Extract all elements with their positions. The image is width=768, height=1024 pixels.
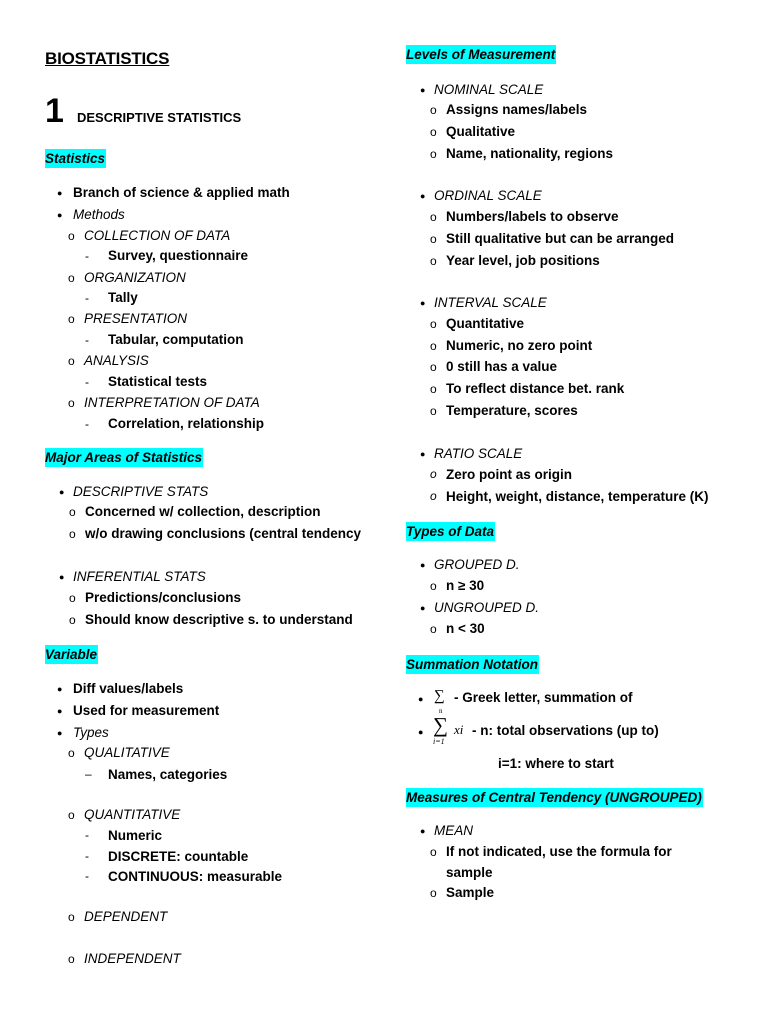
circle-bullet-icon: o — [68, 396, 75, 410]
circle-bullet-icon: o — [430, 232, 437, 246]
circle-bullet-icon: o — [430, 125, 437, 139]
list-item: - n: total observations (up to) — [472, 723, 659, 738]
list-item: RATIO SCALE — [434, 446, 523, 461]
circle-bullet-icon: o — [430, 103, 437, 117]
circle-bullet-icon: o — [430, 886, 437, 900]
list-item: Diff values/labels — [73, 681, 184, 696]
section-heading-central-tendency: Measures of Central Tendency (UNGROUPED) — [406, 790, 702, 805]
circle-bullet-icon: o — [430, 339, 437, 353]
section-heading-summation: Summation Notation — [406, 657, 538, 672]
list-item: MEAN — [434, 823, 474, 838]
list-item: DESCRIPTIVE STATS — [73, 484, 209, 499]
bullet-icon: ● — [420, 826, 426, 836]
list-item: Survey, questionnaire — [108, 248, 249, 263]
dash-icon: - — [85, 828, 89, 842]
bullet-icon: ● — [420, 560, 426, 570]
dash-icon: - — [85, 333, 89, 347]
bullet-icon: ● — [59, 572, 65, 582]
list-item: Types — [73, 725, 109, 740]
circle-bullet-icon: o — [68, 229, 75, 243]
bullet-icon: ● — [420, 191, 426, 201]
list-item: Numeric, no zero point — [446, 338, 593, 353]
list-item: Year level, job positions — [446, 253, 600, 268]
circle-bullet-icon: o — [430, 317, 437, 331]
list-item: ORDINAL SCALE — [434, 188, 542, 203]
circle-bullet-icon: o — [68, 952, 75, 966]
dash-icon: - — [85, 291, 89, 305]
circle-bullet-icon: o — [68, 808, 75, 822]
bullet-icon: ● — [59, 487, 65, 497]
bullet-icon: ● — [420, 603, 426, 613]
dash-icon: – — [85, 767, 92, 781]
list-item: Used for measurement — [73, 703, 220, 718]
dash-icon: - — [85, 417, 89, 431]
section-heading-types-of-data: Types of Data — [406, 524, 495, 539]
circle-bullet-icon: o — [430, 622, 437, 636]
sum-lower-limit: i=1 — [433, 737, 445, 746]
list-item: i=1: where to start — [498, 756, 614, 771]
list-item: If not indicated, use the formula for — [446, 844, 672, 859]
bullet-icon: ● — [420, 298, 426, 308]
sum-upper-limit: n — [439, 707, 443, 715]
list-item: ORGANIZATION — [84, 270, 186, 285]
circle-bullet-icon: o — [69, 505, 76, 519]
circle-bullet-icon: o — [68, 354, 75, 368]
circle-bullet-icon: o — [430, 254, 437, 268]
bullet-icon: ● — [57, 188, 63, 198]
list-item: n ≥ 30 — [446, 578, 485, 593]
page-title: BIOSTATISTICS — [45, 49, 170, 68]
circle-bullet-icon: o — [430, 404, 437, 418]
list-item: Names, categories — [108, 767, 228, 782]
dash-icon: - — [85, 375, 89, 389]
bullet-icon: ● — [57, 728, 63, 738]
circle-bullet-icon: o — [430, 382, 437, 396]
list-item: INTERPRETATION OF DATA — [84, 395, 260, 410]
section-heading-statistics: Statistics — [45, 151, 106, 166]
bullet-icon: ● — [57, 210, 63, 220]
list-item: NOMINAL SCALE — [434, 82, 544, 97]
circle-bullet-icon: o — [430, 210, 437, 224]
list-item: Sample — [446, 885, 495, 900]
list-item: Still qualitative but can be arranged — [446, 231, 675, 246]
bullet-icon: ● — [57, 684, 63, 694]
list-item: Zero point as origin — [446, 467, 573, 482]
list-item: PRESENTATION — [84, 311, 188, 326]
list-item: DEPENDENT — [84, 909, 168, 924]
circle-bullet-icon: o — [68, 271, 75, 285]
list-item: GROUPED D. — [434, 557, 520, 572]
list-item: To reflect distance bet. rank — [446, 381, 625, 396]
circle-bullet-icon: o — [69, 613, 76, 627]
circle-bullet-icon: o — [430, 467, 437, 481]
section-heading-levels: Levels of Measurement — [406, 47, 556, 62]
list-item: DISCRETE: countable — [108, 849, 249, 864]
circle-bullet-icon: o — [430, 360, 437, 374]
list-item: INDEPENDENT — [84, 951, 181, 966]
list-item: Correlation, relationship — [108, 416, 265, 431]
list-item: sample — [446, 865, 493, 880]
dash-icon: - — [85, 869, 89, 883]
section-heading-variable: Variable — [45, 647, 98, 662]
sum-variable: xi — [454, 722, 464, 737]
section-heading-major-areas: Major Areas of Statistics — [45, 450, 203, 465]
list-item: Assigns names/labels — [446, 102, 588, 117]
list-item: CONTINUOUS: measurable — [108, 869, 283, 884]
list-item: - Greek letter, summation of — [454, 690, 633, 705]
list-item: Name, nationality, regions — [446, 146, 614, 161]
list-item: INTERVAL SCALE — [434, 295, 547, 310]
list-item: Height, weight, distance, temperature (K) — [446, 489, 709, 504]
chapter-number: 1 — [45, 92, 64, 130]
list-item: Predictions/conclusions — [85, 590, 242, 605]
bullet-icon: ● — [57, 706, 63, 716]
circle-bullet-icon: o — [68, 746, 75, 760]
bullet-icon: ● — [418, 694, 424, 704]
list-item: Tally — [108, 290, 138, 305]
list-item: COLLECTION OF DATA — [84, 228, 231, 243]
sigma-icon: ∑ — [434, 688, 445, 704]
list-item: Should know descriptive s. to understand — [85, 612, 353, 627]
circle-bullet-icon: o — [430, 579, 437, 593]
list-item: Numbers/labels to observe — [446, 209, 619, 224]
list-item: Concerned w/ collection, description — [85, 504, 321, 519]
list-item: Tabular, computation — [108, 332, 244, 347]
dash-icon: - — [85, 849, 89, 863]
bullet-icon: ● — [418, 727, 424, 737]
list-item: ANALYSIS — [84, 353, 149, 368]
list-item: Qualitative — [446, 124, 516, 139]
circle-bullet-icon: o — [430, 489, 437, 503]
circle-bullet-icon: o — [69, 527, 76, 541]
list-item: UNGROUPED D. — [434, 600, 540, 615]
list-item: Temperature, scores — [446, 403, 578, 418]
circle-bullet-icon: o — [68, 910, 75, 924]
bullet-icon: ● — [420, 449, 426, 459]
list-item: Methods — [73, 207, 125, 222]
list-item: QUANTITATIVE — [84, 807, 181, 822]
chapter-title: DESCRIPTIVE STATISTICS — [77, 110, 242, 125]
list-item: n < 30 — [446, 621, 485, 636]
list-item: w/o drawing conclusions (central tendency — [85, 526, 362, 541]
circle-bullet-icon: o — [430, 147, 437, 161]
sigma-icon: ∑ — [433, 713, 448, 737]
circle-bullet-icon: o — [69, 591, 76, 605]
dash-icon: - — [85, 249, 89, 263]
list-item: Numeric — [108, 828, 163, 843]
bullet-icon: ● — [420, 85, 426, 95]
list-item: QUALITATIVE — [84, 745, 170, 760]
circle-bullet-icon: o — [430, 845, 437, 859]
list-item: Statistical tests — [108, 374, 208, 389]
list-item: Branch of science & applied math — [73, 185, 290, 200]
list-item: Quantitative — [446, 316, 525, 331]
list-item: 0 still has a value — [446, 359, 558, 374]
circle-bullet-icon: o — [68, 312, 75, 326]
list-item: INFERENTIAL STATS — [73, 569, 206, 584]
